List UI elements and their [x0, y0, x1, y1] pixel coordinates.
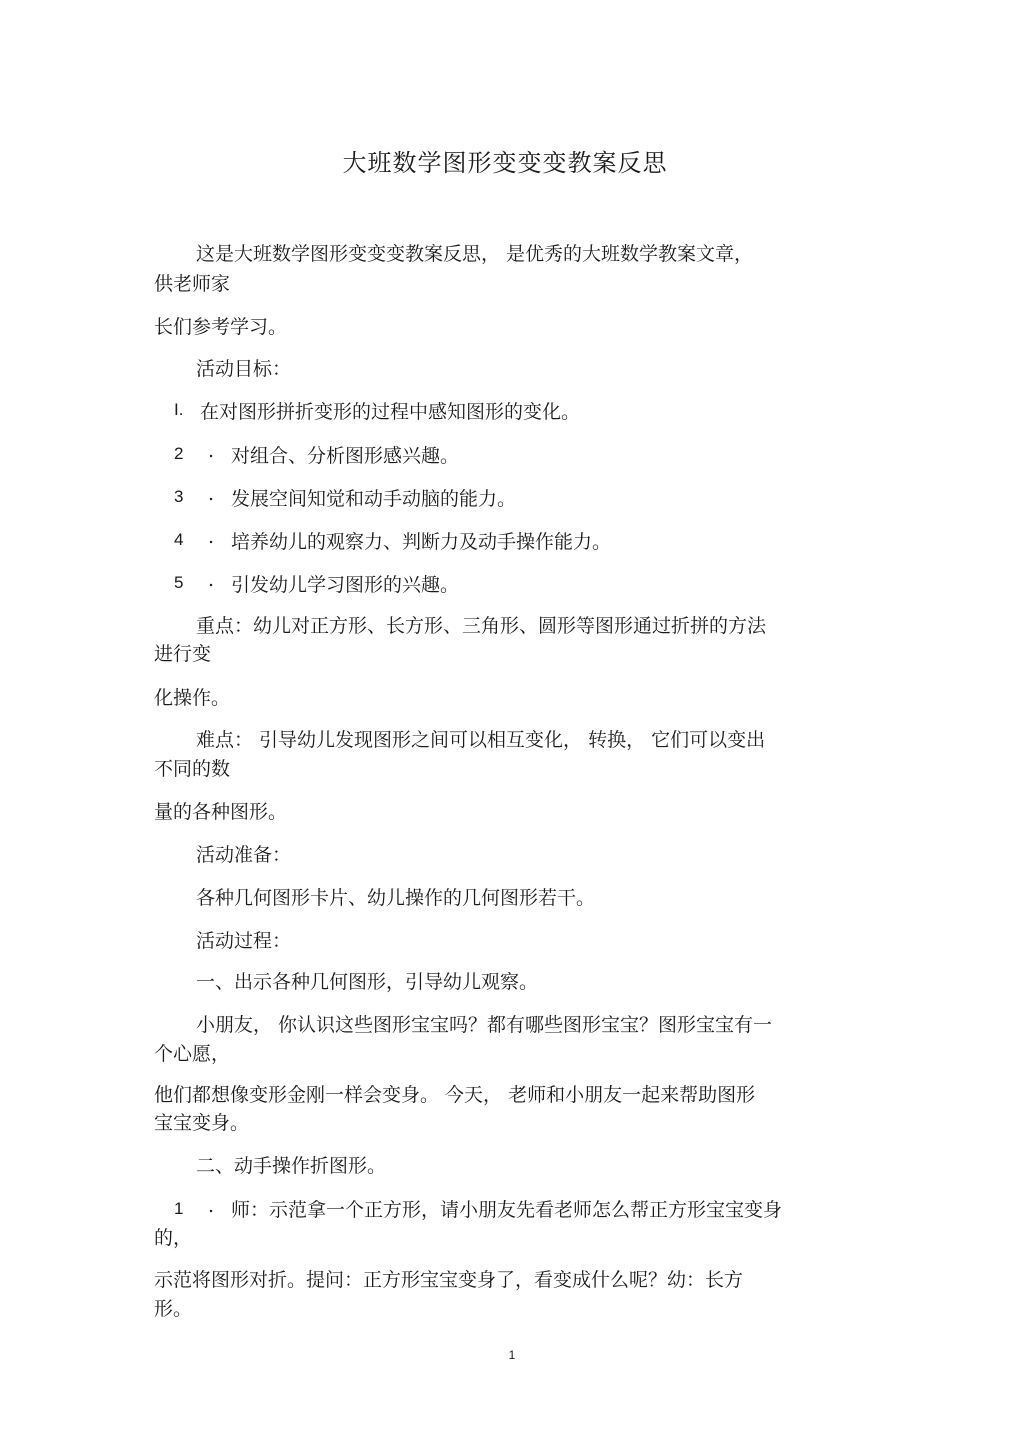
goal-number: I. — [174, 400, 184, 419]
page-number: 1 — [508, 1348, 516, 1362]
goal-number: 5 — [174, 573, 184, 592]
goal-number: 4 — [174, 530, 184, 549]
step1-para-line-3: 他们都想像变形金刚一样会变身。 今天， 老师和小朋友一起来帮助图形 — [154, 1084, 756, 1106]
step2-item-line-3: 示范将图形对折。提问：正方形宝宝变身了，看变成什么呢？幼：长方 — [154, 1269, 744, 1291]
step2-item-line-4: 形。 — [154, 1298, 193, 1320]
goals-heading: 活动目标： — [196, 358, 292, 380]
difficulty-line-1: 难点： 引导幼儿发现图形之间可以相互变化， 转换， 它们可以变出 — [196, 729, 766, 751]
intro-line-3: 长们参考学习。 — [154, 316, 288, 338]
difficulty-line-3: 量的各种图形。 — [154, 801, 288, 823]
step2-item-number: 1 — [174, 1199, 184, 1218]
goal-dot: . — [208, 526, 215, 548]
step1-para-line-4: 宝宝变身。 — [154, 1112, 250, 1134]
key-point-line-2: 进行变 — [154, 643, 212, 665]
process-heading: 活动过程： — [196, 930, 292, 952]
prep-heading: 活动准备： — [196, 844, 292, 866]
goal-text: 引发幼儿学习图形的兴趣。 — [231, 574, 460, 596]
step1-para-line-1: 小朋友， 你认识这些图形宝宝吗？都有哪些图形宝宝？图形宝宝有一 — [196, 1014, 773, 1036]
goal-text: 对组合、分析图形感兴趣。 — [231, 445, 460, 467]
document-title: 大班数学图形变变变教案反思 — [342, 149, 668, 177]
goal-dot: . — [208, 569, 215, 591]
goal-dot: . — [208, 440, 215, 462]
goal-text: 发展空间知觉和动手动脑的能力。 — [231, 488, 517, 510]
goal-text: 培养幼儿的观察力、判断力及动手操作能力。 — [231, 531, 612, 553]
goal-dot: . — [208, 483, 215, 505]
step2-item-dot: . — [208, 1195, 215, 1217]
prep-text: 各种几何图形卡片、幼儿操作的几何图形若干。 — [196, 887, 596, 909]
key-point-line-1: 重点：幼儿对正方形、长方形、三角形、圆形等图形通过折拼的方法 — [196, 615, 767, 637]
intro-line-1: 这是大班数学图形变变变教案反思， 是优秀的大班数学教案文章， — [196, 243, 754, 265]
goal-number: 3 — [174, 487, 184, 506]
step2-heading: 二、动手操作折图形。 — [196, 1155, 387, 1177]
step1-para-line-2: 个心愿， — [154, 1043, 231, 1065]
step1-heading: 一、出示各种几何图形，引导幼儿观察。 — [196, 971, 539, 993]
intro-line-2: 供老师家 — [154, 273, 231, 295]
step2-item-line-1: 师：示范拿一个正方形，请小朋友先看老师怎么帮正方形宝宝变身 — [231, 1199, 783, 1221]
goal-number: 2 — [174, 444, 184, 463]
goal-text: 在对图形拼折变形的过程中感知图形的变化。 — [200, 401, 581, 423]
difficulty-line-2: 不同的数 — [154, 758, 231, 780]
step2-item-line-2: 的， — [154, 1227, 193, 1249]
key-point-line-3: 化操作。 — [154, 687, 231, 709]
